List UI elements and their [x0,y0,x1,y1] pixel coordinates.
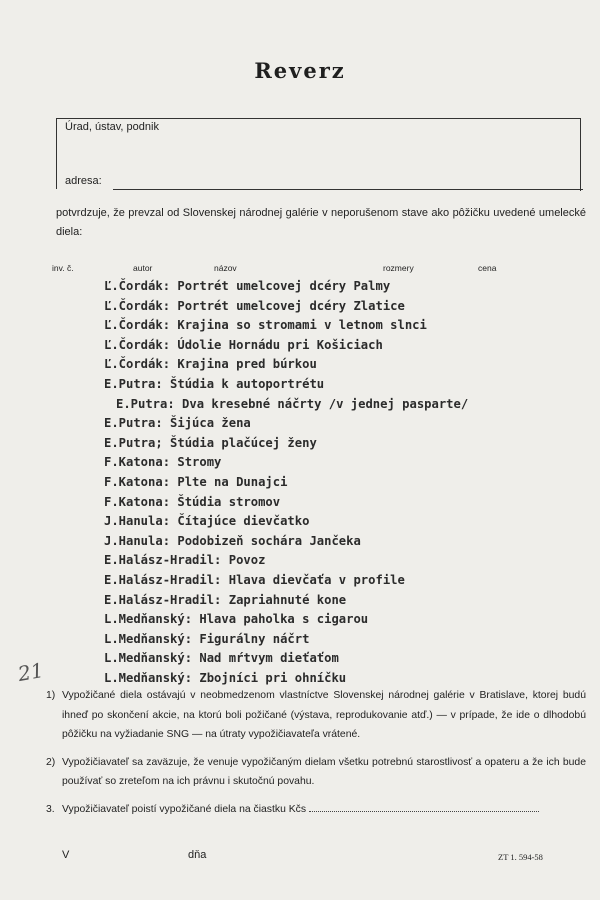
form-code: ZT 1. 594-58 [498,852,543,862]
condition-number: 3. [46,803,55,815]
document-title: Reverz [254,58,346,83]
list-item: E.Halász-Hradil: Hlava dievčaťa v profile [104,572,405,587]
list-item: F.Katona: Plte na Dunajci [104,474,288,489]
list-item: L.Medňanský: Nad mŕtvym dieťaťom [104,651,339,666]
list-item: L.Medňanský: Zbojníci pri ohníčku [104,670,347,685]
address-line [113,189,583,190]
list-item: E.Halász-Hradil: Povoz [104,553,266,568]
list-item: Ľ.Čordák: Krajina so stromami v letnom slnci [104,318,427,333]
list-item: E.Putra: Šijúca žena [104,416,251,431]
column-size: rozmery [383,263,414,273]
box-right-border [580,119,581,191]
list-item: E.Putra: Štúdia k autoportrétu [104,376,325,391]
condition-item [46,753,586,792]
list-item: Ľ.Čordák: Krajina pred búrkou [104,357,317,372]
condition-text: Vypožičané diela ostávajú v neobmedzenom vlastníctve Slovenskej národnej galérie v Bratislave, ktorej budú ihneď po skončení akcie, na ktorú boli požičané (výstava, reprodukovanie atď.) — v prípade, že ide o dlhodobú pôžičku na vyžiadanie SNG — na útraty vypožičiavateľa vrátené. [62,690,586,740]
list-item: E.Halász-Hradil: Zapriahnuté kone [104,592,347,607]
condition-number: 1) [46,690,56,701]
list-item: J.Hanula: Čítajúce dievčatko [104,514,310,529]
list-item: Ľ.Čordák: Portrét umelcovej dcéry Zlatice [104,298,405,313]
insurance-amount-line [309,801,539,812]
date-label: dňa [188,849,207,861]
condition-text: Vypožičiavateľ sa zaväzuje, že venuje vypožičaným dielam všetku potrebnú starostlivosť a opateru a že ich bude používať so zreteľom na ich právnu i skutočnú povahu. [62,756,586,787]
column-price: cena [478,263,497,273]
condition-item [46,800,586,820]
column-inv: inv. č. [52,263,74,273]
condition-number: 2) [46,756,56,768]
list-item: Ľ.Čordák: Údolie Hornádu pri Košiciach [104,337,383,352]
conditions-list [46,686,586,827]
place-label: V [62,849,70,861]
condition-item [46,686,586,745]
list-item: E.Putra: Dva kresebné náčrty /v jednej pasparte/ [116,396,469,411]
list-item: L.Medňanský: Figurálny náčrt [104,631,310,646]
intro-text: potvrdzuje, že prevzal od Slovenskej národnej galérie v neporušenom stave ako pôžičku uvedené umelecké diela: [56,207,586,238]
institution-box [56,118,581,189]
insurance-text: Vypožičiavateľ poistí vypožičané diela na čiastku Kčs [62,803,307,815]
column-author: autor [133,263,153,273]
address-label: adresa: [65,175,102,187]
condition-text [62,800,586,820]
list-item: F.Katona: Stromy [104,455,222,470]
list-item: L.Medňanský: Hlava paholka s cigarou [104,612,369,627]
list-item: E.Putra; Štúdia plačúcej ženy [104,435,317,450]
handwritten-mark: 21 [16,657,46,687]
column-name: názov [214,263,237,273]
list-item: J.Hanula: Podobizeň sochára Jančeka [104,533,361,548]
artwork-list [104,277,584,688]
list-item: Ľ.Čordák: Portrét umelcovej dcéry Palmy [104,279,391,293]
institution-label: Úrad, ústav, podnik [65,121,159,133]
list-item: F.Katona: Štúdia stromov [104,494,281,509]
